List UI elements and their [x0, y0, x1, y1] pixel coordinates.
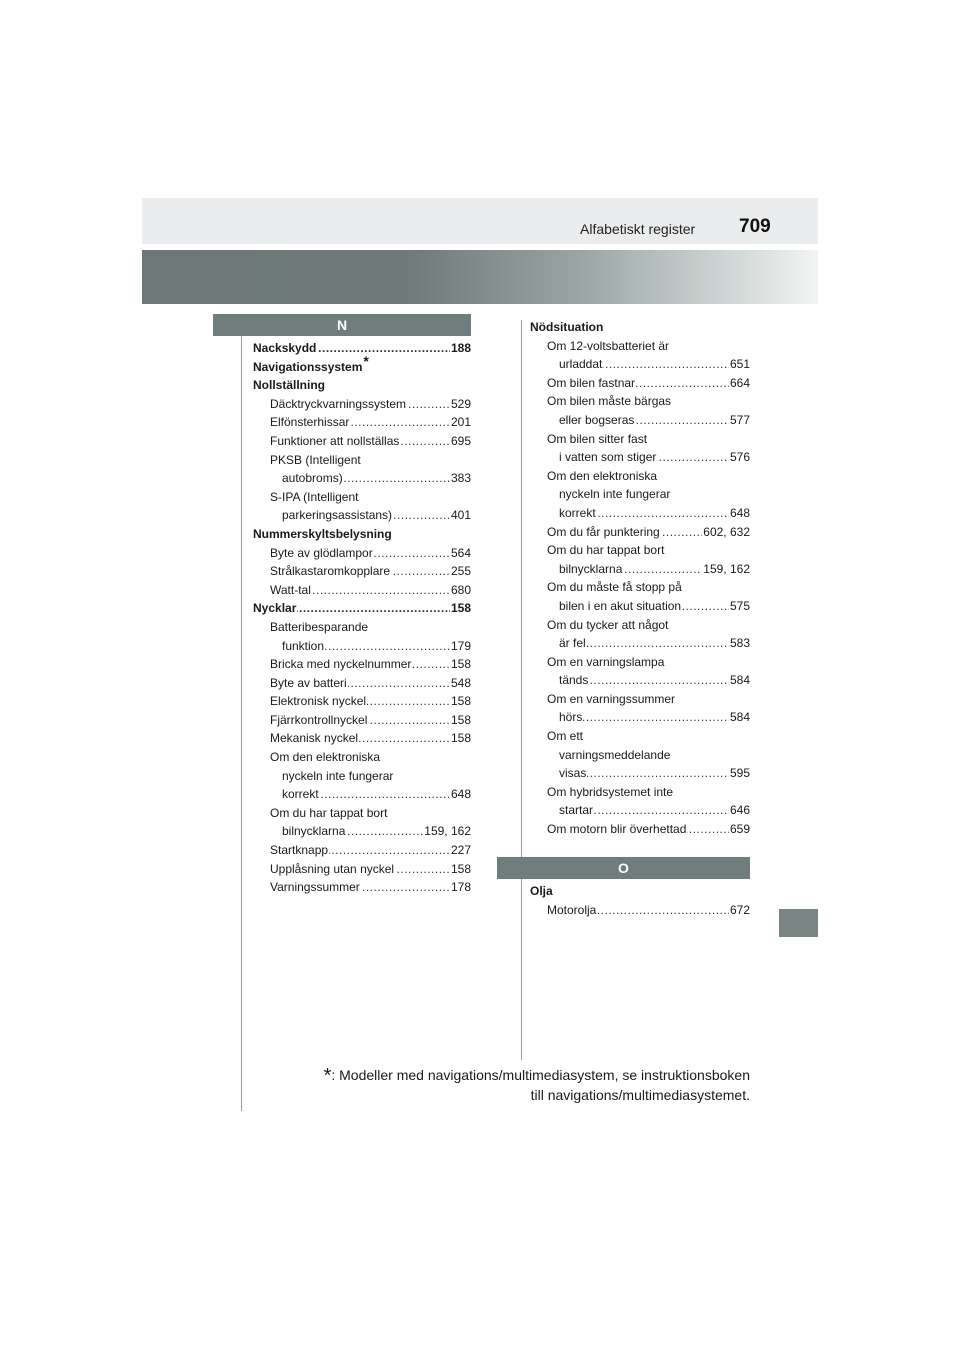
index-entry-text: Om du tycker att något — [547, 617, 669, 632]
index-entry-text: urladdat — [559, 357, 603, 372]
index-entry-page: 159, 162 — [702, 560, 750, 579]
index-entry-text: Om bilen måste bärgas — [547, 394, 672, 409]
index-entry — [530, 392, 750, 411]
index-column-o — [530, 882, 750, 919]
index-entry — [253, 525, 471, 544]
index-entry-text: korrekt — [559, 505, 596, 520]
index-entry — [530, 355, 750, 374]
footnote-line1: : Modeller med navigations/multimediasystem, se instruktionsboken — [331, 1067, 750, 1083]
index-entry-page: 583 — [729, 634, 750, 653]
index-entry — [530, 901, 750, 920]
index-entry-text: Varningssummer — [270, 880, 360, 895]
index-entry — [530, 448, 750, 467]
index-entry — [530, 504, 750, 523]
index-entry-page: 188 — [450, 339, 471, 358]
index-column-right — [530, 318, 750, 839]
index-entry — [253, 637, 471, 656]
footnote — [270, 1066, 750, 1105]
index-entry-text: bilen i en akut situation — [559, 598, 682, 613]
index-entry-page: 577 — [729, 411, 750, 430]
index-entry-text: Bricka med nyckelnummer — [270, 657, 412, 672]
index-entry — [253, 692, 471, 711]
index-entry-page: 158 — [450, 655, 471, 674]
section-header-n: N — [213, 314, 471, 336]
index-entry-text: Elfönsterhissar — [270, 415, 350, 430]
index-entry-text: Om du har tappat bort — [547, 543, 665, 558]
index-entry — [530, 783, 750, 802]
index-entry — [253, 860, 471, 879]
index-entry — [253, 599, 471, 618]
index-entry — [253, 804, 471, 823]
index-entry — [530, 634, 750, 653]
index-entry — [530, 616, 750, 635]
index-entry-page: 401 — [450, 506, 471, 525]
index-entry — [253, 506, 471, 525]
index-entry-page: 159, 162 — [423, 822, 471, 841]
index-entry-page: 227 — [450, 841, 471, 860]
index-entry-text: eller bogseras — [559, 412, 635, 427]
index-entry — [530, 727, 750, 746]
index-entry-text: Elektronisk nyckel — [270, 694, 367, 709]
index-entry-page: 584 — [729, 708, 750, 727]
index-entry-text: bilnycklarna — [282, 824, 346, 839]
index-entry-page: 383 — [450, 469, 471, 488]
index-entry-text: startar — [559, 803, 594, 818]
index-entry — [253, 395, 471, 414]
index-entry — [530, 523, 750, 542]
index-entry-text: Upplåsning utan nyckel — [270, 861, 395, 876]
index-entry-text: i vatten som stiger — [559, 450, 657, 465]
index-entry-text: Om den elektroniska — [547, 468, 658, 483]
index-entry — [253, 822, 471, 841]
index-entry-page: 659 — [729, 820, 750, 839]
index-entry-text: nyckeln inte fungerar — [282, 768, 394, 783]
index-entry-page: 158 — [450, 729, 471, 748]
index-entry-text: Om du måste få stopp på — [547, 580, 682, 595]
index-entry — [530, 430, 750, 449]
page-title: Alfabetiskt register — [580, 221, 696, 237]
index-entry — [530, 318, 750, 337]
index-entry-page: 664 — [729, 374, 750, 393]
index-entry-text: PKSB (Intelligent — [270, 452, 361, 467]
index-entry-page: 680 — [450, 581, 471, 600]
index-entry-page: 602, 632 — [702, 523, 750, 542]
index-entry — [253, 544, 471, 563]
index-entry-text: autobroms) — [282, 471, 343, 486]
index-entry-text: Om du får punktering — [547, 524, 660, 539]
index-entry-text: varningsmeddelande — [559, 747, 671, 762]
index-entry-text: Nycklar — [253, 601, 297, 616]
index-entry-page: 158 — [450, 599, 471, 618]
index-entry-text: Motorolja — [547, 902, 597, 917]
column-rule-middle — [521, 320, 522, 1060]
footnote-marker: * — [363, 352, 369, 369]
index-entry — [530, 801, 750, 820]
index-entry — [253, 581, 471, 600]
index-entry — [253, 711, 471, 730]
index-entry-page: 255 — [450, 562, 471, 581]
chapter-band — [142, 250, 818, 304]
index-entry-text: Batteribesparande — [270, 619, 369, 634]
index-entry-text: Startknapp — [270, 843, 329, 858]
index-entry-text: Nummerskyltsbelysning — [253, 526, 392, 541]
index-entry-text: Nödsituation — [530, 320, 604, 334]
index-entry-text: korrekt — [282, 787, 319, 802]
index-entry — [530, 411, 750, 430]
index-entry — [530, 578, 750, 597]
index-entry — [253, 841, 471, 860]
index-entry-text: tänds — [559, 673, 589, 688]
index-entry-text: Watt-tal — [270, 582, 311, 597]
index-entry-page: 158 — [450, 860, 471, 879]
chapter-tab — [779, 909, 818, 937]
footnote-star: * — [323, 1065, 332, 1087]
index-entry-page: 576 — [729, 448, 750, 467]
index-entry-text: Om ett — [547, 729, 584, 744]
index-entry-text: nyckeln inte fungerar — [559, 487, 671, 502]
index-entry — [530, 467, 750, 486]
index-entry — [253, 729, 471, 748]
index-entry — [253, 748, 471, 767]
index-entry — [530, 597, 750, 616]
index-entry — [530, 708, 750, 727]
index-entry — [530, 764, 750, 783]
index-entry-text: Om den elektroniska — [270, 750, 381, 765]
index-entry — [253, 674, 471, 693]
index-entry-text: Om en varningslampa — [547, 654, 665, 669]
index-entry — [530, 671, 750, 690]
index-entry-text: är fel — [559, 636, 586, 651]
index-entry-text: Byte av glödlampor — [270, 545, 373, 560]
index-entry-page: 584 — [729, 671, 750, 690]
index-entry — [530, 882, 750, 901]
index-entry-text: Navigationssystem — [253, 359, 363, 374]
header-band — [142, 198, 818, 244]
index-entry-text: Om hybridsystemet inte — [547, 784, 674, 799]
index-entry — [530, 820, 750, 839]
index-entry-text: Strålkastaromkopplare — [270, 564, 391, 579]
index-entry — [253, 785, 471, 804]
index-entry — [253, 767, 471, 786]
index-entry-text: Funktioner att nollställas — [270, 433, 400, 448]
index-entry — [253, 469, 471, 488]
index-entry-page: 575 — [729, 597, 750, 616]
index-entry-text: S-IPA (Intelligent — [270, 489, 359, 504]
index-entry-page: 648 — [729, 504, 750, 523]
index-column-left — [253, 339, 471, 897]
index-entry-text: Om en varningssummer — [547, 691, 676, 706]
index-entry-text: bilnycklarna — [559, 561, 623, 576]
index-entry-page: 179 — [450, 637, 471, 656]
index-entry-text: Byte av batteri — [270, 675, 347, 690]
index-entry-text: parkeringsassistans) — [282, 508, 393, 523]
index-entry — [253, 413, 471, 432]
index-entry-text: Mekanisk nyckel — [270, 731, 359, 746]
index-entry — [530, 485, 750, 504]
index-entry — [253, 655, 471, 674]
index-entry — [530, 541, 750, 560]
index-entry — [253, 451, 471, 470]
index-entry — [253, 352, 471, 377]
index-entry-text: Om motorn blir överhettad — [547, 822, 687, 837]
index-entry-page: 564 — [450, 544, 471, 563]
index-entry — [530, 337, 750, 356]
index-entry-page: 648 — [450, 785, 471, 804]
index-entry — [253, 488, 471, 507]
index-entry-page: 548 — [450, 674, 471, 693]
index-entry — [253, 562, 471, 581]
index-entry-page: 595 — [729, 764, 750, 783]
index-entry — [253, 432, 471, 451]
index-entry-text: Däcktryckvarningssystem — [270, 396, 407, 411]
index-entry-page: 201 — [450, 413, 471, 432]
index-entry-page: 158 — [450, 711, 471, 730]
index-entry — [530, 690, 750, 709]
index-entry-text: Fjärrkontrollnyckel — [270, 712, 368, 727]
index-entry-text: Om du har tappat bort — [270, 805, 388, 820]
index-entry — [530, 374, 750, 393]
page-number: 709 — [739, 216, 771, 237]
index-entry — [253, 339, 471, 358]
index-entry-text: Nollställning — [253, 378, 325, 393]
index-entry-page: 695 — [450, 432, 471, 451]
index-entry — [530, 653, 750, 672]
section-header-o: O — [497, 857, 750, 879]
index-entry-text: Olja — [530, 884, 553, 898]
index-entry — [253, 376, 471, 395]
index-entry-text: Om 12-voltsbatteriet är — [547, 338, 670, 353]
index-entry-text: visas — [559, 766, 587, 781]
index-entry-text: funktion — [282, 638, 325, 653]
index-entry-text: Nackskydd — [253, 341, 317, 355]
index-entry-text: hörs — [559, 710, 583, 725]
index-entry — [253, 618, 471, 637]
index-entry-page: 529 — [450, 395, 471, 414]
index-entry-text: Om bilen sitter fast — [547, 431, 648, 446]
index-entry-page: 158 — [450, 692, 471, 711]
index-entry-page: 646 — [729, 801, 750, 820]
index-entry-page: 651 — [729, 355, 750, 374]
column-rule-left — [241, 335, 242, 1111]
index-entry — [530, 746, 750, 765]
index-entry — [253, 878, 471, 897]
index-entry-page: 178 — [450, 878, 471, 897]
index-entry-text: Om bilen fastnar — [547, 375, 636, 390]
index-entry — [530, 560, 750, 579]
footnote-line2: till navigations/multimediasystemet. — [530, 1087, 750, 1103]
index-entry-page: 672 — [729, 901, 750, 920]
